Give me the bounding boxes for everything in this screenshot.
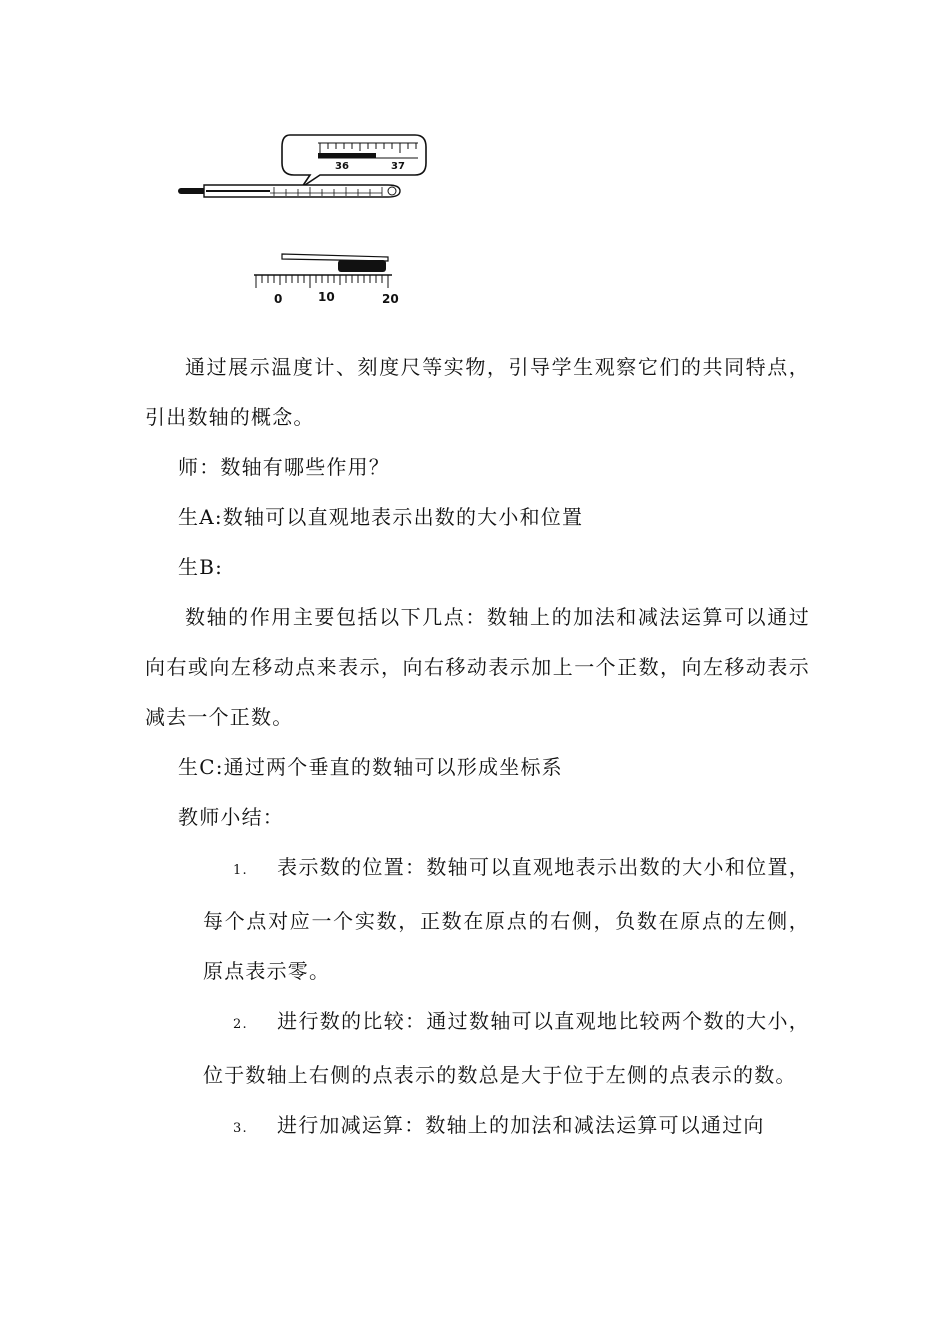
summary-label: 教师小结： bbox=[178, 805, 284, 829]
student-b-answer: 数轴的作用主要包括以下几点：数轴上的加法和减法运算可以通过向右或向左移动点来表示，向右移动表示加上一个正数，向左移动表示减去一个正数。 bbox=[145, 605, 810, 729]
student-c-answer: 生C:通过两个垂直的数轴可以形成坐标系 bbox=[178, 755, 563, 779]
list-item-number: 2. bbox=[233, 1017, 248, 1032]
list-item bbox=[203, 1100, 810, 1154]
list-item-number: 1. bbox=[233, 863, 248, 878]
student-b-label: 生B: bbox=[178, 555, 224, 579]
summary-list bbox=[145, 842, 810, 1154]
list-item-number: 3. bbox=[233, 1121, 248, 1136]
teacher-question: 师：数轴有哪些作用？ bbox=[178, 455, 390, 479]
list-item bbox=[203, 996, 810, 1100]
list-item-text: 进行加减运算：数轴上的加法和减法运算可以通过向 bbox=[277, 1113, 765, 1137]
list-item bbox=[203, 842, 810, 996]
list-item-text: 进行数的比较：通过数轴可以直观地比较两个数的大小，位于数轴上右侧的点表示的数总是大于位于左侧的点表示的数。 bbox=[203, 1009, 810, 1087]
ruler-label-20: 20 bbox=[382, 292, 399, 306]
thermometer-ruler-illustration bbox=[170, 125, 430, 315]
ruler-with-pencil bbox=[254, 254, 399, 306]
thermometer-zoom-callout bbox=[282, 135, 426, 187]
zoom-label-36: 36 bbox=[335, 161, 349, 172]
thermometer bbox=[178, 185, 400, 197]
student-a-answer: 生A:数轴可以直观地表示出数的大小和位置 bbox=[178, 505, 584, 529]
document-body bbox=[145, 342, 810, 1154]
list-item-text: 表示数的位置：数轴可以直观地表示出数的大小和位置，每个点对应一个实数，正数在原点的右侧，负数在原点的左侧，原点表示零。 bbox=[203, 855, 810, 983]
zoom-label-37: 37 bbox=[391, 161, 405, 172]
ruler-label-0: 0 bbox=[274, 292, 283, 306]
illustration-figure bbox=[170, 125, 430, 315]
intro-paragraph: 通过展示温度计、刻度尺等实物，引导学生观察它们的共同特点，引出数轴的概念。 bbox=[145, 355, 810, 429]
ruler-label-10: 10 bbox=[318, 290, 335, 304]
